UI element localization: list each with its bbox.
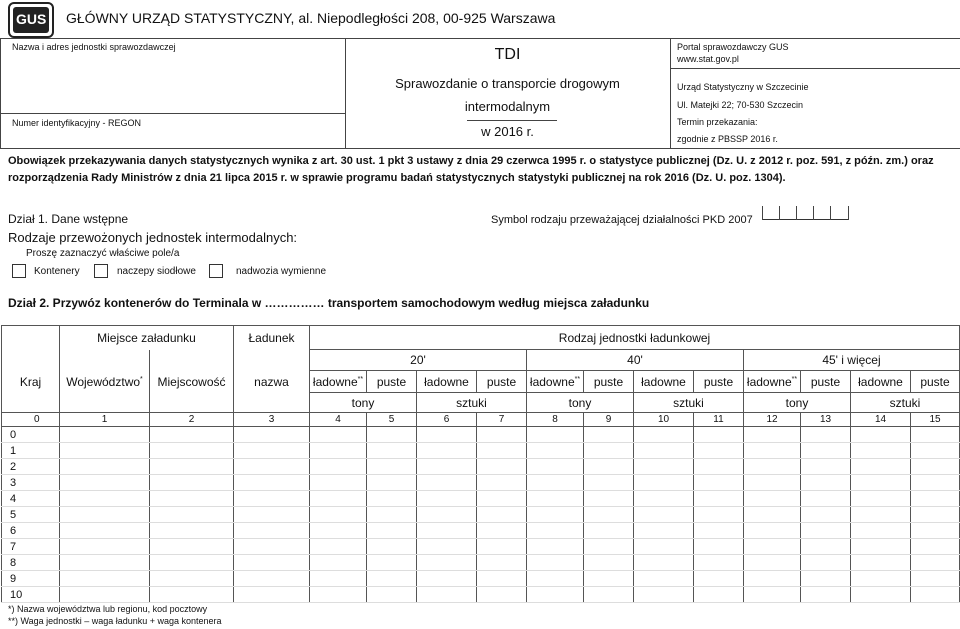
table-cell[interactable] [527,571,584,587]
table-cell[interactable] [367,427,417,443]
checkbox-nadwozia[interactable] [209,264,223,278]
column-number: 15 [911,413,960,427]
table-cell[interactable] [477,459,527,475]
table-cell[interactable] [911,507,960,523]
page-title [66,10,555,26]
header-ladowne-45-count: ładowne [851,371,911,393]
column-number: 13 [801,413,851,427]
header-puste-45: puste [801,371,851,393]
table-cell[interactable] [744,427,801,443]
office-line-2: Ul. Matejki 22; 70-530 Szczecin [677,100,804,110]
option-naczepy: naczepy siodłowe [117,266,196,277]
table-cell[interactable] [527,539,584,555]
table-cell[interactable] [694,427,744,443]
table-cell[interactable] [744,523,801,539]
table-cell[interactable] [60,427,150,443]
table-cell[interactable] [60,587,150,603]
row-number: 10 [2,587,60,603]
table-cell[interactable] [744,587,801,603]
column-number: 5 [367,413,417,427]
title-underline [467,120,557,121]
table-cell[interactable] [527,491,584,507]
header-loading-place: Miejsce załadunku [60,326,234,350]
header-tony-45: tony [744,393,851,413]
logo-text: GUS [16,11,47,27]
table-cell[interactable] [584,443,634,459]
table-row [2,475,960,491]
table-cell[interactable] [744,507,801,523]
form-title-1: Sprawozdanie o transporcie drogowym [395,76,620,91]
table-cell[interactable] [367,459,417,475]
table-cell[interactable] [801,587,851,603]
table-cell[interactable] [694,587,744,603]
table-cell[interactable] [851,459,911,475]
table-cell[interactable] [694,539,744,555]
header-puste-20-count: puste [477,371,527,393]
table-cell[interactable] [367,491,417,507]
table-cell[interactable] [634,587,694,603]
table-cell[interactable] [801,539,851,555]
table-cell[interactable] [477,427,527,443]
header-title: GŁÓWNY URZĄD STATYSTYCZNY, al. Niepodległości 208, 00-925 Warszawa [66,10,556,26]
table-cell[interactable] [584,507,634,523]
table-cell[interactable] [744,539,801,555]
table-cell[interactable] [634,539,694,555]
table-cell[interactable] [801,507,851,523]
table-cell[interactable] [801,571,851,587]
row-number: 9 [2,571,60,587]
table-cell[interactable] [477,555,527,571]
table-cell[interactable] [527,507,584,523]
table-cell[interactable] [694,507,744,523]
header-size-40: 40' [527,350,744,371]
table-cell[interactable] [694,555,744,571]
center-divider [670,38,671,148]
table-row [2,491,960,507]
table-cell[interactable] [527,443,584,459]
table-cell[interactable] [417,507,477,523]
table-cell[interactable] [744,459,801,475]
column-number-row [2,413,960,427]
header-size-45: 45' i więcej [744,350,960,371]
column-number: 12 [744,413,801,427]
table-cell[interactable] [801,475,851,491]
table-cell[interactable] [851,507,911,523]
table-cell[interactable] [634,443,694,459]
table-cell[interactable] [367,523,417,539]
table-cell[interactable] [234,571,310,587]
left-edge [0,38,1,148]
table-cell[interactable] [584,571,634,587]
header-sztuki-20: sztuki [417,393,527,413]
office-line-1: Urząd Statystyczny w Szczecinie [677,82,809,92]
table-row [2,539,960,555]
table-cell[interactable] [584,555,634,571]
table-cell[interactable] [911,587,960,603]
table-cell[interactable] [367,539,417,555]
table-cell[interactable] [801,523,851,539]
table-cell[interactable] [584,427,634,443]
table-row [2,427,960,443]
table-cell[interactable] [310,523,367,539]
table-cell[interactable] [60,539,150,555]
table-cell[interactable] [367,475,417,491]
table-cell[interactable] [150,475,234,491]
header-wojewodztwo: Województwo* [60,371,150,393]
table-cell[interactable] [851,587,911,603]
option-kontenery: Kontenery [34,266,80,277]
table-cell[interactable] [367,507,417,523]
table-cell[interactable] [584,587,634,603]
table-cell[interactable] [477,587,527,603]
gus-logo [8,2,54,38]
table-cell[interactable] [801,459,851,475]
table-cell[interactable] [417,555,477,571]
form-code: TDI [494,46,521,63]
header-puste-45-count: puste [911,371,960,393]
table-row [2,587,960,603]
table-row [2,443,960,459]
table-cell[interactable] [634,555,694,571]
table-cell[interactable] [694,443,744,459]
row-number: 1 [2,443,60,459]
table-cell[interactable] [744,443,801,459]
header-cargo: Ładunek [234,326,310,350]
column-number: 2 [150,413,234,427]
header-puste-40: puste [584,371,634,393]
table-cell[interactable] [911,571,960,587]
table-cell[interactable] [367,555,417,571]
header-divider [0,38,960,39]
table-cell[interactable] [694,523,744,539]
table-cell[interactable] [310,443,367,459]
table-row [2,507,960,523]
portal-underline [670,68,960,69]
table-cell[interactable] [634,427,694,443]
table-cell[interactable] [477,475,527,491]
table-cell[interactable] [694,491,744,507]
header-tony-40: tony [527,393,634,413]
section1-title: Dział 1. Dane wstępne [8,212,129,226]
header-ladowne-40: ładowne** [527,371,584,393]
table-cell[interactable] [417,571,477,587]
row-number: 3 [2,475,60,491]
column-number: 4 [310,413,367,427]
column-number: 11 [694,413,744,427]
row-number: 2 [2,459,60,475]
table-cell[interactable] [310,507,367,523]
table-cell[interactable] [367,587,417,603]
table-cell[interactable] [150,459,234,475]
header-sztuki-45: sztuki [851,393,960,413]
table-cell[interactable] [634,507,694,523]
column-number: 9 [584,413,634,427]
header-ladowne-40-count: ładowne [634,371,694,393]
table-cell[interactable] [150,491,234,507]
header-ladowne-20: ładowne** [310,371,367,393]
table-cell[interactable] [527,555,584,571]
header-tony-20: tony [310,393,417,413]
obligation-line-2: rozporządzenia Rady Ministrów z dnia 21 lipca 2015 r. w sprawie programu badań statystycznych statystyki publicznej na rok 2016 (Dz. U. poz. 1304). [8,172,786,184]
table-cell[interactable] [234,587,310,603]
table-cell[interactable] [744,571,801,587]
table-cell[interactable] [634,491,694,507]
data-table [1,325,960,603]
portal-line-2: www.stat.gov.pl [677,54,739,64]
row-number: 0 [2,427,60,443]
table-cell[interactable] [150,523,234,539]
table-cell[interactable] [234,427,310,443]
table-cell[interactable] [60,443,150,459]
header-size-20: 20' [310,350,527,371]
table-cell[interactable] [60,555,150,571]
table-cell[interactable] [367,571,417,587]
table-cell[interactable] [60,523,150,539]
table-cell[interactable] [694,475,744,491]
table-cell[interactable] [150,571,234,587]
table-cell[interactable] [150,443,234,459]
table-cell[interactable] [911,539,960,555]
table-cell[interactable] [234,507,310,523]
table-cell[interactable] [150,555,234,571]
column-number: 10 [634,413,694,427]
table-cell[interactable] [477,507,527,523]
table-cell[interactable] [60,459,150,475]
table-cell[interactable] [417,587,477,603]
table-cell[interactable] [694,571,744,587]
section1-instruction: Proszę zaznaczyć właściwe pole/a [26,248,180,259]
table-cell[interactable] [234,555,310,571]
table-row [2,459,960,475]
table-row [2,523,960,539]
table-cell[interactable] [851,539,911,555]
header-puste-40-count: puste [694,371,744,393]
column-number: 14 [851,413,911,427]
deadline-label: Termin przekazania: [677,117,758,127]
row-number: 4 [2,491,60,507]
table-cell[interactable] [310,539,367,555]
table-cell[interactable] [310,427,367,443]
name-label: Nazwa i adres jednostki sprawozdawczej [12,42,176,52]
column-number: 3 [234,413,310,427]
header-puste-20: puste [367,371,417,393]
table-cell[interactable] [417,539,477,555]
header-ladowne-20-count: ładowne [417,371,477,393]
table-cell[interactable] [417,459,477,475]
table-cell[interactable] [477,491,527,507]
table-cell[interactable] [801,427,851,443]
table-cell[interactable] [310,555,367,571]
table-cell[interactable] [310,587,367,603]
table-cell[interactable] [477,571,527,587]
header-bottom-line [0,148,960,149]
table-cell[interactable] [417,427,477,443]
table-cell[interactable] [911,523,960,539]
table-cell[interactable] [584,475,634,491]
table-cell[interactable] [527,427,584,443]
table-cell[interactable] [694,459,744,475]
row-number: 6 [2,523,60,539]
section2-title: Dział 2. Przywóz kontenerów do Terminala w …………… transportem samochodowym według miejsca załadunku [8,296,650,310]
table-row [2,571,960,587]
table-cell[interactable] [911,459,960,475]
column-number: 6 [417,413,477,427]
form-year: w 2016 r. [481,124,534,139]
table-cell[interactable] [60,507,150,523]
pkd-input-boxes[interactable] [762,206,849,220]
table-cell[interactable] [527,475,584,491]
table-cell[interactable] [584,539,634,555]
row-number: 7 [2,539,60,555]
header-unit-type: Rodzaj jednostki ładunkowej [310,326,960,350]
table-cell[interactable] [851,475,911,491]
table-cell[interactable] [60,475,150,491]
table-cell[interactable] [310,571,367,587]
column-number: 8 [527,413,584,427]
table-cell[interactable] [911,491,960,507]
table-cell[interactable] [527,459,584,475]
table-cell[interactable] [527,587,584,603]
table-cell[interactable] [417,475,477,491]
form-title-2: intermodalnym [464,99,551,114]
pkd-label: Symbol rodzaju przeważającej działalności PKD 2007 [491,214,753,226]
table-cell[interactable] [584,459,634,475]
checkbox-kontenery[interactable] [12,264,26,278]
table-row [2,555,960,571]
table-cell[interactable] [911,443,960,459]
checkbox-naczepy[interactable] [94,264,108,278]
table-cell[interactable] [234,475,310,491]
table-cell[interactable] [851,523,911,539]
table-cell[interactable] [150,587,234,603]
table-cell[interactable] [234,523,310,539]
table-cell[interactable] [851,571,911,587]
table-cell[interactable] [634,571,694,587]
table-cell[interactable] [634,459,694,475]
table-cell[interactable] [417,491,477,507]
table-cell[interactable] [634,523,694,539]
column-number: 0 [2,413,60,427]
table-cell[interactable] [634,475,694,491]
deadline-value: zgodnie z PBSSP 2016 r. [677,134,778,144]
table-cell[interactable] [851,443,911,459]
table-cell[interactable] [477,443,527,459]
table-cell[interactable] [310,475,367,491]
row-number: 8 [2,555,60,571]
table-cell[interactable] [234,459,310,475]
table-cell[interactable] [851,555,911,571]
table-cell[interactable] [911,475,960,491]
table-cell[interactable] [744,555,801,571]
table-cell[interactable] [367,443,417,459]
header-nazwa: nazwa [234,371,310,393]
table-cell[interactable] [801,491,851,507]
table-cell[interactable] [801,555,851,571]
table-cell[interactable] [527,523,584,539]
section1-subtitle: Rodzaje przewożonych jednostek intermodalnych: [8,230,298,245]
table-cell[interactable] [310,459,367,475]
row-number: 5 [2,507,60,523]
table-cell[interactable] [851,427,911,443]
table-cell[interactable] [911,427,960,443]
footnote-2: **) Waga jednostki – waga ładunku + waga kontenera [8,616,222,626]
table-cell[interactable] [477,539,527,555]
header-kraj: Kraj [2,371,60,393]
portal-line-1: Portal sprawozdawczy GUS [677,42,789,52]
table-cell[interactable] [60,571,150,587]
table-cell[interactable] [234,443,310,459]
table-cell[interactable] [801,443,851,459]
table-cell[interactable] [150,427,234,443]
table-cell[interactable] [911,555,960,571]
footnote-1: *) Nazwa województwa lub regionu, kod pocztowy [8,604,208,614]
table-cell[interactable] [234,539,310,555]
header-miejscowosc: Miejscowość [150,371,234,393]
table-cell[interactable] [417,443,477,459]
table-cell[interactable] [310,491,367,507]
regon-top-line [0,113,345,114]
table-cell[interactable] [150,539,234,555]
table-cell[interactable] [851,491,911,507]
column-number: 7 [477,413,527,427]
column-number: 1 [60,413,150,427]
table-cell[interactable] [150,507,234,523]
table-cell[interactable] [60,491,150,507]
option-nadwozia: nadwozia wymienne [236,266,327,277]
table-cell[interactable] [584,523,634,539]
table-cell[interactable] [584,491,634,507]
regon-label: Numer identyfikacyjny - REGON [12,118,142,128]
header-ladowne-45: ładowne** [744,371,801,393]
obligation-line-1: Obowiązek przekazywania danych statystycznych wynika z art. 30 ust. 1 pkt 3 ustawy z dnia 29 czerwca 1995 r. o statystyce publicznej (Dz. U. z 2012 r. poz. 591, z późn. zm.) oraz [8,155,934,167]
table-cell[interactable] [744,491,801,507]
table-cell[interactable] [744,475,801,491]
table-cell[interactable] [417,523,477,539]
table-cell[interactable] [477,523,527,539]
table-cell[interactable] [234,491,310,507]
header-sztuki-40: sztuki [634,393,744,413]
